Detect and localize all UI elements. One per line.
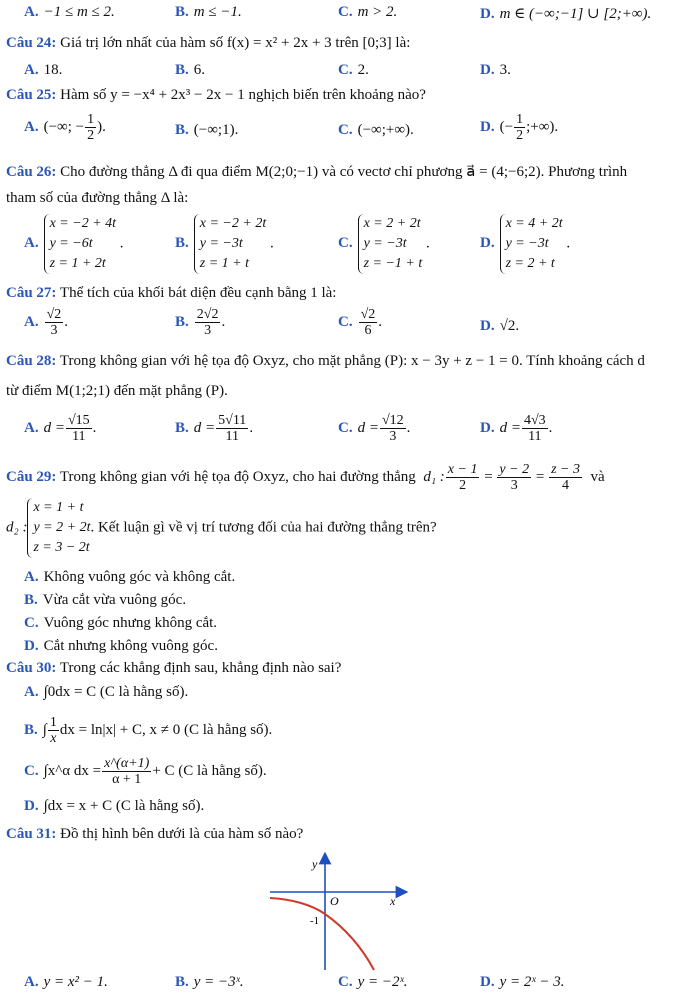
q30-option-a[interactable]: A. ∫0dx = C (C là hằng số). bbox=[24, 684, 189, 700]
q30-b-fraction: $\frac{1}{x}$ bbox=[49, 715, 57, 746]
x-axis-label: x bbox=[390, 894, 396, 908]
q29-frac-x: $\frac{x - 1}{2}$ bbox=[447, 462, 478, 493]
intercept-label: -1 bbox=[310, 915, 320, 927]
q26-c-system: x = 2 + 2t y = −3t z = −1 + t bbox=[358, 214, 423, 274]
q28-a-fraction: $\frac{√15}{11}$ bbox=[67, 413, 90, 444]
q27-option-c[interactable]: C. $\frac{√2}{6}$ . bbox=[338, 307, 383, 338]
q23-option-b[interactable]: B. m ≤ −1. bbox=[175, 4, 242, 20]
q28-option-c[interactable]: C. d = $\frac{√12}{3}$ . bbox=[338, 413, 411, 444]
q29-option-a[interactable]: A. Không vuông góc và không cắt. bbox=[24, 569, 236, 585]
q23-option-d[interactable]: D. m ∈ (−∞;−1] ∪ [2;+∞). bbox=[480, 6, 652, 22]
q31-option-b[interactable]: B. y = −3ˣ. bbox=[175, 974, 244, 990]
q27-stem: Câu 27: Thể tích của khối bát diện đều cạnh bằng 1 là: bbox=[6, 285, 337, 301]
q26-stem-line2: tham số của đường thẳng Δ là: bbox=[6, 190, 189, 206]
q27-option-a[interactable]: A. $\frac{√2}{3}$ . bbox=[24, 307, 69, 338]
q30-stem: Câu 30: Trong các khẳng định sau, khẳng định nào sai? bbox=[6, 660, 342, 676]
q27-a-fraction: $\frac{√2}{3}$ bbox=[46, 307, 62, 338]
q26-stem-line1: Câu 26: Cho đường thẳng Δ đi qua điểm M(2;0;−1) và có vectơ chỉ phương a⃗ = (4;−6;2). Phương trình bbox=[6, 164, 628, 180]
q26-option-a[interactable]: A. x = −2 + 4t y = −6t z = 1 + 2t . bbox=[24, 214, 124, 274]
q26-option-d[interactable]: D. x = 4 + 2t y = −3t z = 2 + t . bbox=[480, 214, 570, 274]
q30-c-fraction: $\frac{x\^{}(\alpha+1)}{\alpha + 1}$ bbox=[104, 756, 150, 787]
q25-option-d[interactable]: D. (− $\frac{1}{2}$ ;+∞). bbox=[480, 112, 559, 143]
q28-stem-line1: Câu 28: Trong không gian với hệ tọa độ Oxyz, cho mặt phẳng (P): x − 3y + z − 1 = 0. Tính khoảng cách d bbox=[6, 353, 645, 369]
q25-d-fraction: $\frac{1}{2}$ bbox=[516, 112, 524, 143]
q28-stem-line2: từ điểm M(1;2;1) đến mặt phẳng (P). bbox=[6, 383, 228, 399]
q31-option-d[interactable]: D. y = 2ˣ − 3. bbox=[480, 974, 565, 990]
q28-d-fraction: $\frac{4√3}{11}$ bbox=[523, 413, 546, 444]
q24-option-d[interactable]: D. 3. bbox=[480, 62, 511, 78]
q24-option-a[interactable]: A. 18. bbox=[24, 62, 63, 78]
q29-frac-y: $\frac{y - 2}{3}$ bbox=[499, 462, 530, 493]
q25-option-c[interactable]: C. (−∞;+∞). bbox=[338, 122, 414, 138]
q27-c-fraction: $\frac{√2}{6}$ bbox=[360, 307, 376, 338]
q26-d-system: x = 4 + 2t y = −3t z = 2 + t bbox=[500, 214, 563, 274]
y-axis-label: y bbox=[312, 857, 318, 871]
q25-a-fraction: $\frac{1}{2}$ bbox=[87, 112, 95, 143]
q30-option-d[interactable]: D. ∫dx = x + C (C là hằng số). bbox=[24, 798, 205, 814]
q29-d2-system: x = 1 + t y = 2 + 2t z = 3 − 2t bbox=[27, 498, 90, 558]
q31-graph bbox=[262, 852, 412, 972]
q27-b-fraction: $\frac{2√2}{3}$ bbox=[196, 307, 219, 338]
q31-option-c[interactable]: C. y = −2ˣ. bbox=[338, 974, 408, 990]
q23-option-a[interactable]: A. −1 ≤ m ≤ 2. bbox=[24, 4, 115, 20]
q29-option-c[interactable]: C. Vuông góc nhưng không cắt. bbox=[24, 615, 218, 631]
q29-stem-line1: Câu 29: Trong không gian với hệ tọa độ Oxyz, cho hai đường thẳng d₁ : $\frac{x - 1}{2}$ = $\frac{y - 2}{3}$ = $\frac{z - 3}{4}$ và bbox=[6, 462, 605, 493]
q28-option-b[interactable]: B. d = $\frac{5√11}{11}$ . bbox=[175, 413, 254, 444]
q29-option-d[interactable]: D. Cắt nhưng không vuông góc. bbox=[24, 638, 218, 654]
q26-a-system: x = −2 + 4t y = −6t z = 1 + 2t bbox=[44, 214, 116, 274]
q27-option-b[interactable]: B. $\frac{2√2}{3}$ . bbox=[175, 307, 226, 338]
q31-option-a[interactable]: A. y = x² − 1. bbox=[24, 974, 108, 990]
q26-option-b[interactable]: B. x = −2 + 2t y = −3t z = 1 + t . bbox=[175, 214, 274, 274]
q28-c-fraction: $\frac{√12}{3}$ bbox=[381, 413, 404, 444]
q30-option-c[interactable]: C. ∫x^α dx = $\frac{x\^{}(\alpha+1)}{\alpha + 1}$ + C (C là hằng số). bbox=[24, 756, 267, 787]
q29-stem-line2: d₂ : x = 1 + t y = 2 + 2t z = 3 − 2t . Kết luận gì về vị trí tương đối của hai đường thẳng trên? bbox=[6, 498, 437, 558]
q29-option-b[interactable]: B. Vừa cắt vừa vuông góc. bbox=[24, 592, 187, 608]
q25-option-a[interactable]: A. (−∞; − $\frac{1}{2}$ ). bbox=[24, 112, 106, 143]
q23-option-c[interactable]: C. m > 2. bbox=[338, 4, 398, 20]
q29-frac-z: $\frac{z - 3}{4}$ bbox=[551, 462, 580, 493]
q26-option-c[interactable]: C. x = 2 + 2t y = −3t z = −1 + t . bbox=[338, 214, 430, 274]
q28-option-d[interactable]: D. d = $\frac{4√3}{11}$ . bbox=[480, 413, 553, 444]
q28-option-a[interactable]: A. d = $\frac{√15}{11}$ . bbox=[24, 413, 97, 444]
q28-b-fraction: $\frac{5√11}{11}$ bbox=[218, 413, 247, 444]
q24-option-c[interactable]: C. 2. bbox=[338, 62, 369, 78]
origin-label: O bbox=[330, 894, 339, 908]
q26-b-system: x = −2 + 2t y = −3t z = 1 + t bbox=[194, 214, 266, 274]
q30-option-b[interactable]: B. ∫ $\frac{1}{x}$ dx = ln|x| + C, x ≠ 0 (C là hằng số). bbox=[24, 715, 273, 746]
q24-stem: Câu 24: Giá trị lớn nhất của hàm số f(x) = x² + 2x + 3 trên [0;3] là: bbox=[6, 35, 411, 51]
q31-stem: Câu 31: Đồ thị hình bên dưới là của hàm số nào? bbox=[6, 826, 304, 842]
function-curve bbox=[270, 898, 374, 970]
q27-option-d[interactable]: D. √2. bbox=[480, 318, 520, 334]
q25-stem: Câu 25: Hàm số y = −x⁴ + 2x³ − 2x − 1 nghịch biến trên khoảng nào? bbox=[6, 87, 426, 103]
q24-option-b[interactable]: B. 6. bbox=[175, 62, 206, 78]
q25-option-b[interactable]: B. (−∞;1). bbox=[175, 122, 239, 138]
